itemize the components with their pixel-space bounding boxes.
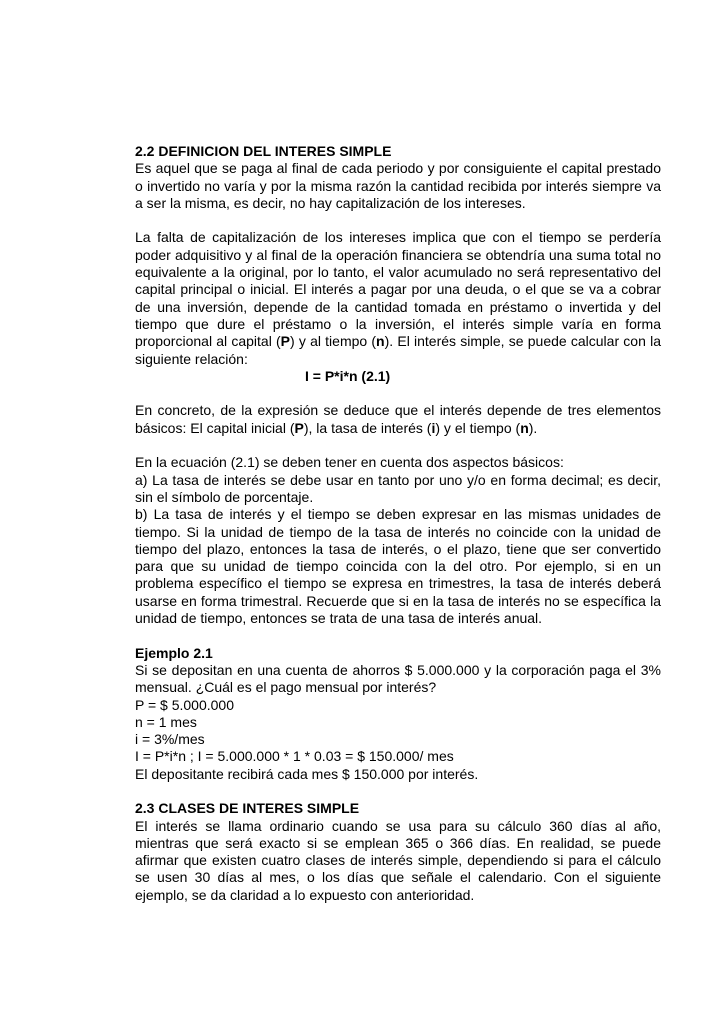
text-run: ) y el tiempo ( xyxy=(435,419,521,436)
paragraph xyxy=(135,229,661,367)
example-line-p: P = $ 5.000.000 xyxy=(135,696,234,713)
example-heading: Ejemplo 2.1 xyxy=(135,644,213,661)
bold-variable: P xyxy=(294,419,304,436)
aspects-intro: En la ecuación (2.1) se deben tener en cuenta dos aspectos básicos: xyxy=(135,454,564,471)
bold-variable: n xyxy=(376,333,385,350)
example-result: El depositante recibirá cada mes $ 150.000 por interés. xyxy=(135,765,479,782)
bold-variable: n xyxy=(520,419,529,436)
section-2-2 xyxy=(135,143,661,212)
aspect-b: b) La tasa de interés y el tiempo se deben expresar en las mismas unidades de tiempo. Si la unidad de tiempo de la tasa de interés no coincide con la unidad de tiempo del plazo, entonces la tasa de interés, o el plazo, tiene que ser convertido para que su unidad de tiempo coincida con la del otro. Por ejemplo, si en un problema específico el tiempo se expresa en trimestres, la tasa de interés deberá usarse en forma trimestral. Recuerde que si en la tasa de interés no se específica la unidad de tiempo, entonces se trata de una tasa de interés anual. xyxy=(135,506,661,627)
section-2-2-body xyxy=(135,229,661,385)
bold-variable: i xyxy=(431,419,436,436)
section-2-3 xyxy=(135,800,661,904)
example-statement: Si se depositan en una cuenta de ahorros $ 5.000.000 y la corporación paga el 3% mensual. ¿Cuál es el pago mensual por interés? xyxy=(135,661,661,696)
paragraph: El interés se llama ordinario cuando se usa para su cálculo 360 días al año, mientras que será exacto si se emplean 365 o 366 días. En realidad, se puede afirmar que existen cuatro clases de interés simple, dependiendo si para el cálculo se usen 30 días al mes, o los días que señale el calendario. Con el siguiente ejemplo, se da claridad a lo expuesto con anterioridad. xyxy=(135,817,661,903)
paragraph: Es aquel que se paga al final de cada periodo y por consiguiente el capital prestado o invertido no varía y por la misma razón la cantidad recibida por interés siempre va a ser la misma, es decir, no hay capitalización de los intereses. xyxy=(135,160,661,211)
example-line-i: i = 3%/mes xyxy=(135,731,205,748)
aspects-paragraph xyxy=(135,454,661,627)
text-run: En concreto, de la expresión se deduce que el interés depende de tres elementos básicos: El capital inicial ( xyxy=(135,402,661,436)
bold-variable: P xyxy=(280,333,291,350)
aspect-a: a) La tasa de interés se debe usar en tanto por uno y/o en forma decimal; es decir, sin el símbolo de porcentaje. xyxy=(135,471,661,505)
text-run: ) y al tiempo ( xyxy=(290,333,377,350)
example-calculation: I = P*i*n ; I = 5.000.000 * 1 * 0.03 = $ 150.000/ mes xyxy=(135,748,454,765)
formula: I = P*i*n (2.1) xyxy=(305,367,391,384)
text-run: La falta de capitalización de los intereses implica que con el tiempo se perdería poder adquisitivo y al final de la operación financiera se obtendría una suma total no equivalente a la original, por lo tanto, el valor acumulado no será representativo del capital principal o inicial. El interés a pagar por una deuda, o el que se va a cobrar de una inversión, depende de la cantidad tomada en préstamo o invertida y del tiempo que dure el préstamo o la inversión, el interés simple varía en forma proporcional al capital ( xyxy=(135,229,661,350)
text-run: ), la tasa de interés ( xyxy=(303,419,432,436)
text-run: ). El interés simple, se puede calcular con la siguiente relación: xyxy=(135,333,661,367)
example-2-1 xyxy=(135,645,661,783)
paragraph xyxy=(135,402,661,437)
document-page xyxy=(135,143,661,921)
text-run: ). xyxy=(528,419,538,436)
example-line-n: n = 1 mes xyxy=(135,713,197,730)
section-heading: 2.2 DEFINICION DEL INTERES SIMPLE xyxy=(135,143,392,159)
section-heading: 2.3 CLASES DE INTERES SIMPLE xyxy=(135,800,360,817)
